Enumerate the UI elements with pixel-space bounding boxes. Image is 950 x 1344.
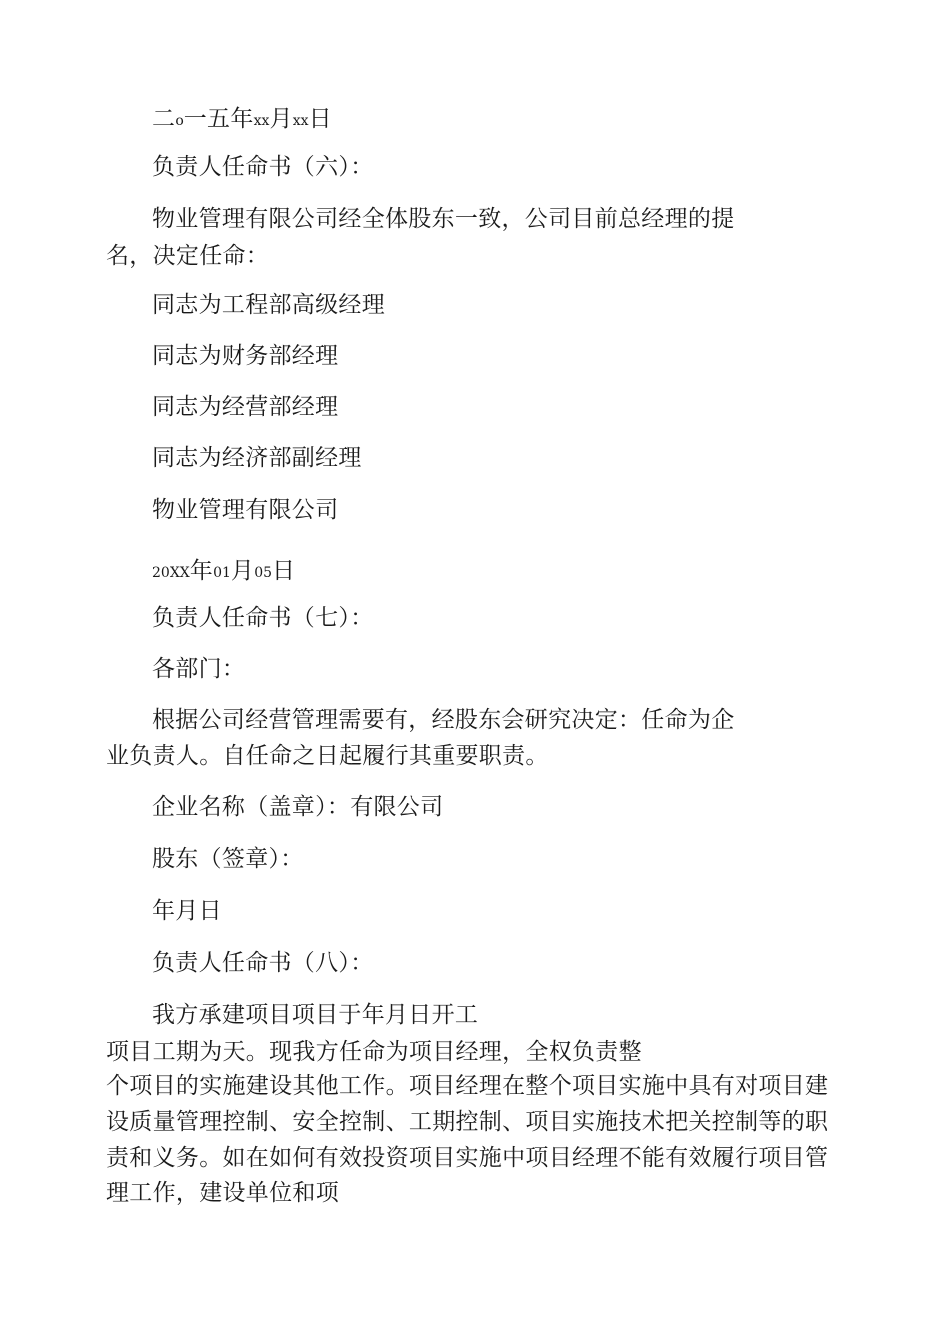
section6-body-line2: 名，决定任命： (106, 243, 270, 269)
date-part: 二 (152, 106, 176, 132)
section7-shareholder-sign: 股东（签章）： (152, 846, 304, 872)
section7-recipient: 各部门： (152, 656, 246, 682)
section6-body-line1: 物业管理有限公司经全体股东一致，公司目前总经理的提 (152, 206, 735, 232)
appointment-item: 同志为经营部经理 (152, 394, 339, 420)
date-circle: o (175, 113, 184, 129)
section8-body-line: 项目工期为天。现我方任命为项目经理，全权负责整 (106, 1039, 642, 1065)
date-month-num: xx (253, 113, 270, 129)
date-day-num: xx (292, 113, 309, 129)
appointment-item: 同志为工程部高级经理 (152, 292, 385, 318)
section6-end-date (152, 556, 295, 588)
appointment-item: 同志为财务部经理 (152, 343, 339, 369)
section7-company-seal: 企业名称（盖章）：有限公司 (152, 794, 444, 820)
month-char: 月 (230, 558, 255, 584)
date-month-char: 月 (269, 106, 293, 132)
day-num: 05 (254, 565, 273, 581)
month-num: 01 (213, 565, 231, 581)
section8-body-line: 理工作，建设单位和项 (106, 1180, 339, 1206)
date-day-char: 日 (308, 106, 332, 132)
appointment-item: 同志为经济部副经理 (152, 445, 362, 471)
section8-body-line: 责和义务。如在如何有效投资项目实施中项目经理不能有效履行项目管 (106, 1145, 829, 1171)
section7-body-line2: 业负责人。自任命之日起履行其重要职责。 (106, 743, 549, 769)
section6-company: 物业管理有限公司 (152, 497, 339, 523)
section7-date: 年月日 (152, 898, 222, 924)
day-char: 日 (272, 558, 296, 584)
section8-body-line: 设质量管理控制、安全控制、工期控制、项目实施技术把关控制等的职 (106, 1109, 829, 1135)
section8-title: 负责人任命书（八）： (152, 950, 374, 976)
year-num: 20XX (152, 565, 190, 581)
section6-title: 负责人任命书（六）： (152, 154, 374, 180)
section8-body-line: 我方承建项目项目于年月日开工 (152, 1002, 479, 1028)
section7-title: 负责人任命书（七）： (152, 605, 374, 631)
section7-body-line1: 根据公司经营管理需要有，经股东会研究决定：任命为企 (152, 707, 735, 733)
date-part: 一五年 (183, 106, 254, 132)
section8-body-line: 个项目的实施建设其他工作。项目经理在整个项目实施中具有对项目建 (106, 1073, 829, 1099)
year-char: 年 (189, 558, 214, 584)
section6-date-line (152, 104, 332, 136)
